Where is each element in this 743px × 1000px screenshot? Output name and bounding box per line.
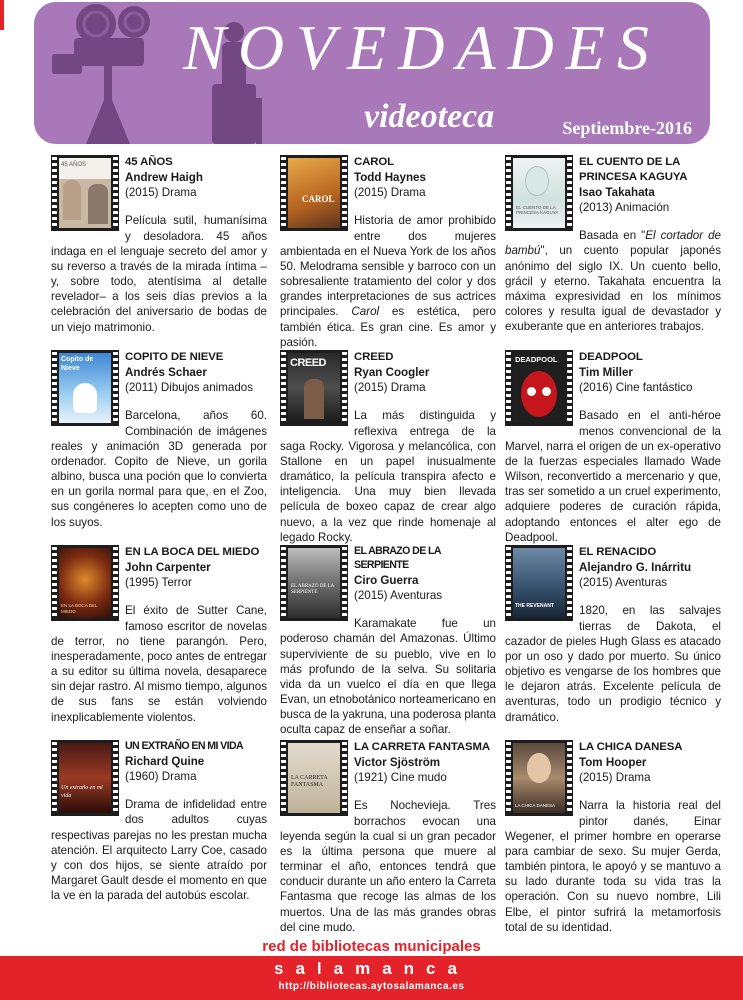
film-card-en-la-boca-del-miedo bbox=[51, 545, 267, 725]
poster-caption: LA CARRETA FANTASMA bbox=[291, 775, 328, 788]
film-card-creed bbox=[280, 350, 496, 545]
film-card-el-abrazo-de-la-serpiente bbox=[280, 545, 496, 738]
page-title: NOVEDADES bbox=[183, 12, 661, 83]
film-card-un-extrano-en-mi-vida bbox=[51, 740, 267, 904]
film-title: EL CUENTO DE LA PRINCESA KAGUYA bbox=[579, 156, 688, 183]
page-footer bbox=[0, 956, 743, 1000]
poster-caption: DEADPOOL bbox=[515, 355, 558, 364]
film-director: Isao Takahata bbox=[579, 185, 655, 199]
film-meta: (1921) Cine mudo bbox=[354, 771, 447, 785]
poster-filmstrip bbox=[280, 740, 348, 816]
film-title: LA CHICA DANESA bbox=[579, 741, 683, 753]
footer-url-link[interactable]: http://bibliotecas.aytosalamanca.es bbox=[278, 981, 465, 992]
poster-caption: EL ABRAZO DE LA SERPIENTE bbox=[291, 584, 335, 595]
film-synopsis: Narra la historia real del pintor danés, Einar Wegener, el primer hombre en operarse para cambiar de sexo. Su mujer Gerda, también pintora, le apoyó y se mantuvo a su lado durante toda su vida tras la operación. Con su nuevo nombre, Lili Elbe, el pintor sufrirá la metamorfosis total de su identidad. bbox=[505, 799, 721, 934]
poster-filmstrip bbox=[280, 155, 348, 231]
film-synopsis: Barcelona, años 60. Combinación de imágenes reales y animación 3D generada por ordenador. Copito de Nieve, un gorila albino, busca una poción que lo convierta en un gorila normal para que, en el Zoo, sus congéneres lo acepten como uno de los suyos. bbox=[51, 409, 267, 529]
poster-filmstrip bbox=[51, 350, 119, 426]
poster-filmstrip bbox=[280, 350, 348, 426]
film-card-copito-de-nieve bbox=[51, 350, 267, 530]
poster-image bbox=[59, 743, 111, 813]
film-card-45-anos bbox=[51, 155, 267, 335]
film-director: Ryan Coogler bbox=[354, 365, 430, 379]
film-director: Todd Haynes bbox=[354, 170, 426, 184]
poster-filmstrip bbox=[280, 545, 348, 621]
film-synopsis: Karamakate fue un poderoso chamán del Amazonas. Último superviviente de su pueblo, vive en lo más profundo de la selva. Su solitaria vida da un vuelco el día en que llega Evan, un etnobotánico norteamericano en busca de la yakruna, una poderosa planta oculta capaz de enseñar a soñar. bbox=[280, 617, 496, 737]
film-card-kaguya bbox=[505, 155, 721, 335]
poster-caption: EL CUENTO DE LA PRINCESA KAGUYA bbox=[516, 205, 559, 215]
poster-caption: CAROL bbox=[302, 194, 335, 204]
film-director: Alejandro G. Inárritu bbox=[579, 560, 692, 574]
film-synopsis: El éxito de Sutter Cane, famoso escritor de novelas de terror, no tiene parangón. Pero, inesperadamente, poco antes de entregar a su editor su última novela, desaparece sin dejar rastro. Al mismo tiempo, algunos de sus fans se están volviendo inexplicablemente violentos. bbox=[51, 604, 267, 724]
poster-caption: EN LA BOCA DEL MIEDO bbox=[61, 603, 98, 615]
film-title: COPITO DE NIEVE bbox=[125, 351, 224, 363]
film-card-la-chica-danesa bbox=[505, 740, 721, 935]
film-meta: (1995) Terror bbox=[125, 576, 192, 590]
film-title: LA CARRETA FANTASMA bbox=[354, 741, 491, 753]
film-synopsis: Basado en el anti-héroe menos convencional de la Marvel, narra el origen de un ex-operativo de la fuerzas especiales llamado Wade Wilson, reconvertido a mercenario y que, tras ser sometido a un cruel experimento, adquiere poderes de curación rápida, adoptando entonces el alter ego de Deadpool. bbox=[505, 409, 721, 544]
poster-filmstrip bbox=[51, 155, 119, 231]
poster-image bbox=[59, 158, 111, 228]
poster-image bbox=[513, 743, 565, 813]
film-title: UN EXTRAÑO EN MI VIDA bbox=[125, 740, 244, 752]
film-synopsis: Es Nochevieja. Tres borrachos evocan una leyenda según la cual si un gran pecador es la última persona que muere al terminar el año, entonces tendrá que conducir durante un año entero la Carreta Fantasma que recoge las almas de los muertos. Una de las más grandes obras del cine mudo. bbox=[280, 799, 496, 934]
poster-filmstrip bbox=[51, 545, 119, 621]
film-synopsis: Basada en "El cortador de bambú", un cuento popular japonés anónimo del siglo IX. Un cuento bello, grácil y eterno. Takahata encuentra la máxima expresividad en los mínimos colores y resulta igual de devastador y exuberante que en anteriores trabajos. bbox=[505, 229, 721, 334]
film-meta: (2015) Aventuras bbox=[354, 588, 443, 602]
poster-image bbox=[59, 353, 111, 423]
poster-filmstrip bbox=[505, 545, 573, 621]
poster-image bbox=[288, 743, 340, 813]
poster-caption: THE REVENANT bbox=[515, 603, 554, 610]
film-title: EL RENACIDO bbox=[579, 546, 657, 558]
poster-image bbox=[288, 548, 340, 618]
poster-filmstrip bbox=[505, 155, 573, 231]
poster-image bbox=[59, 548, 111, 618]
film-meta: (2015) Drama bbox=[354, 186, 426, 200]
film-director: Victor Sjöström bbox=[354, 755, 441, 769]
poster-image bbox=[513, 548, 565, 618]
film-director: Richard Quine bbox=[125, 754, 205, 768]
library-network-label: red de bibliotecas municipales bbox=[262, 938, 481, 955]
page-subtitle: videoteca bbox=[364, 98, 495, 135]
film-synopsis: Película sutil, humanísima y desoladora. 45 años indaga en el lenguaje secreto del amor y su reverso a través de la mirada íntima –y, sobre todo, atentísima al detalle revelador– a los seis días previos a la celebración del aniversario de bodas de un viejo matrimonio. bbox=[51, 214, 267, 334]
poster-caption: Copito de Nieve bbox=[61, 356, 94, 373]
film-director: Tom Hooper bbox=[579, 755, 647, 769]
poster-filmstrip bbox=[505, 350, 573, 426]
film-synopsis: 1820, en las salvajes tierras de Dakota, el cazador de pieles Hugh Glass es atacado por un oso y dado por muerto. Su único objetivo es vengarse de los hombres que le dejaron atrás. Excelente película de aventuras, todo un prodigio técnico y dramático. bbox=[505, 604, 721, 724]
film-card-la-carreta-fantasma bbox=[280, 740, 496, 935]
film-director: Andrés Schaer bbox=[125, 365, 207, 379]
film-meta: (2015) Aventuras bbox=[579, 576, 668, 590]
film-meta: (2015) Drama bbox=[579, 771, 651, 785]
film-meta: (1960) Drama bbox=[125, 770, 197, 784]
poster-caption: CREED bbox=[290, 357, 327, 369]
poster-filmstrip bbox=[505, 740, 573, 816]
film-meta: (2015) Drama bbox=[125, 186, 197, 200]
corner-red-mark bbox=[0, 0, 4, 30]
film-director: Ciro Guerra bbox=[354, 573, 419, 587]
film-title: CREED bbox=[354, 351, 394, 363]
poster-image bbox=[513, 353, 565, 423]
poster-caption: LA CHICA DANESA bbox=[515, 803, 556, 809]
poster-image bbox=[288, 158, 340, 228]
issue-date: Septiembre-2016 bbox=[562, 118, 692, 138]
film-title: DEADPOOL bbox=[579, 351, 643, 363]
film-card-carol bbox=[280, 155, 496, 350]
film-director: Andrew Haigh bbox=[125, 170, 203, 184]
film-title: CAROL bbox=[354, 156, 394, 168]
film-title: 45 AÑOS bbox=[125, 156, 173, 168]
film-title: EL ABRAZO DE LA SERPIENTE bbox=[354, 545, 441, 571]
film-meta: (2016) Cine fantástico bbox=[579, 381, 693, 395]
film-director: John Carpenter bbox=[125, 560, 211, 574]
film-card-deadpool bbox=[505, 350, 721, 545]
film-synopsis: Drama de infidelidad entre dos adultos cuyas respectivas parejas no les prestan mucha atención. El arquitecto Larry Coe, casado y con dos hijos, se siente atraído por Margaret Gault desde el momento en que la ve en la parada del autobús escolar. bbox=[51, 798, 267, 903]
poster-image bbox=[513, 158, 565, 228]
poster-caption: Un extraño en mi vida bbox=[61, 785, 103, 799]
poster-caption: 45 AÑOS bbox=[61, 162, 87, 168]
footer-city: salamanca bbox=[274, 959, 469, 978]
film-synopsis: Historia de amor prohibido entre dos mujeres ambientada en el Nueva York de los años 50. Melodrama sensible y barroco con un sobresaliente tratamiento del color y dos grandes interpretaciones de sus actrices principales. Carol es estética, pero también ética. Es gran cine. Es amor y pasión. bbox=[280, 214, 496, 349]
film-synopsis: La más distinguida y reflexiva entrega de la saga Rocky. Vigorosa y melancólica, con Stallone en un papel inusualmente dramático, la película transpira afecto e inteligencia. Una muy bien llevada película de boxeo capaz de crear algo nuevo, a la vez que rinde homenaje al legado Rocky. bbox=[280, 409, 496, 544]
film-title: EN LA BOCA DEL MIEDO bbox=[125, 546, 260, 558]
film-card-el-renacido bbox=[505, 545, 721, 725]
page-header bbox=[34, 2, 710, 144]
film-director: Tim Miller bbox=[579, 365, 633, 379]
poster-filmstrip bbox=[51, 740, 119, 816]
poster-image bbox=[288, 353, 340, 423]
film-meta: (2015) Drama bbox=[354, 381, 426, 395]
film-meta: (2013) Animación bbox=[579, 201, 670, 215]
film-meta: (2011) Dibujos animados bbox=[125, 381, 254, 395]
